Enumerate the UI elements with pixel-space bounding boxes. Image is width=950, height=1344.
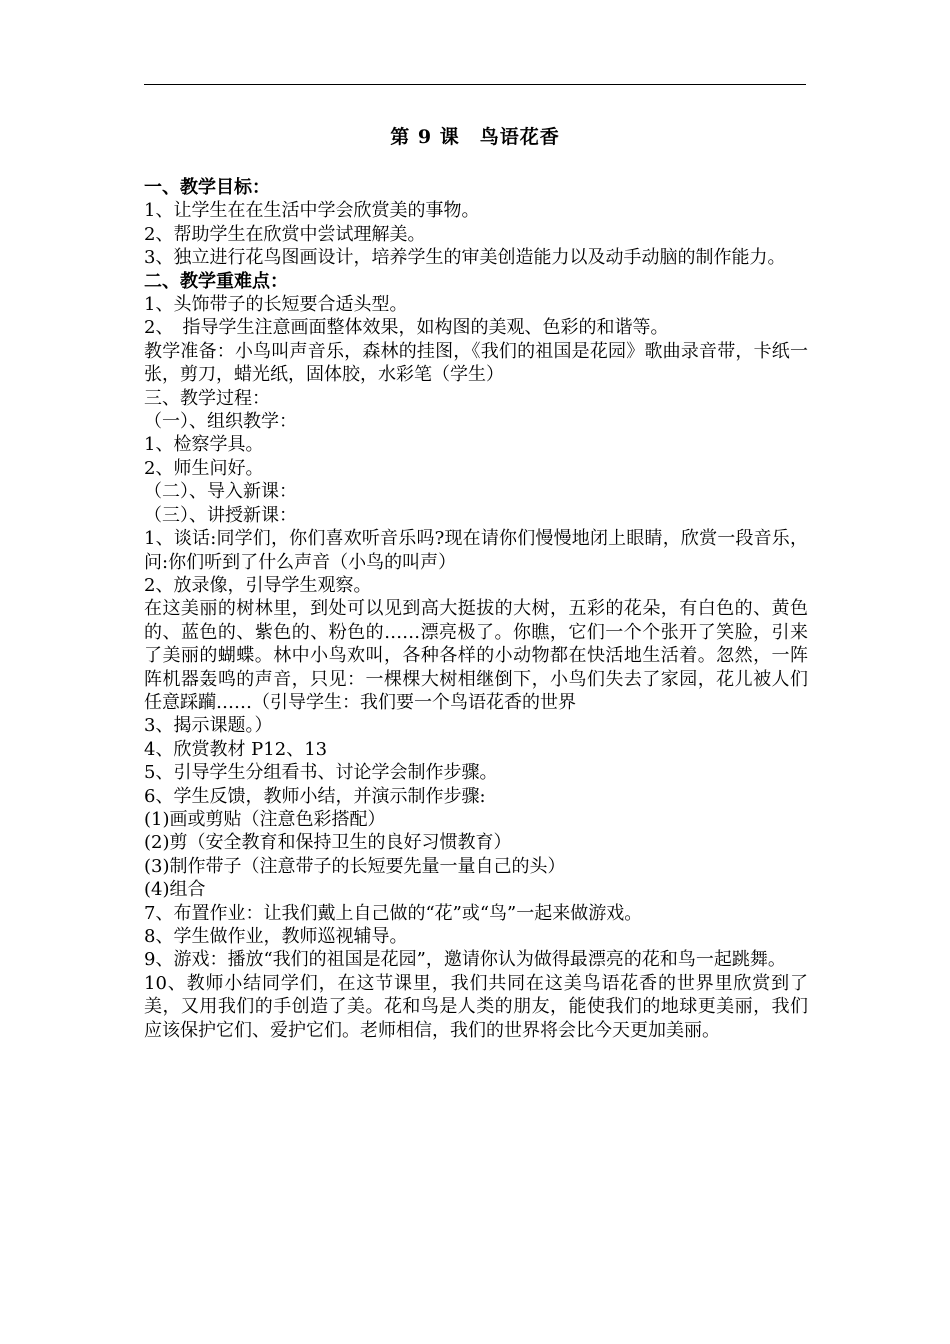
body-paragraph: (2)剪（安全教育和保持卫生的良好习惯教育） xyxy=(144,832,512,854)
body-paragraph: 1、让学生在在生活中学会欣赏美的事物。 xyxy=(144,200,480,222)
body-paragraph: 1、头饰带子的长短要合适头型。 xyxy=(144,294,408,316)
body-paragraph: 3、独立进行花鸟图画设计，培养学生的审美创造能力以及动手动脑的制作能力。 xyxy=(144,247,786,269)
body-paragraph: 5、引导学生分组看书、讨论学会制作步骤。 xyxy=(144,762,498,784)
document-title: 第 9 课 鸟语花香 xyxy=(390,126,560,148)
section-heading: 二、教学重难点： xyxy=(144,270,288,292)
body-paragraph: 4、欣赏教材 P12、13 xyxy=(144,738,328,760)
body-paragraph: （二）、导入新课： xyxy=(144,481,297,503)
header-rule xyxy=(144,84,806,85)
body-paragraph: 三、教学过程： xyxy=(144,387,270,409)
body-paragraph: 2、帮助学生在欣赏中尝试理解美。 xyxy=(144,223,426,245)
body-paragraph: 教学准备：小鸟叫声音乐，森林的挂图，《我们的祖国是花园》歌曲录音带，卡纸一张，剪刀，蜡光纸，固体胶，水彩笔（学生） xyxy=(144,340,808,386)
body-paragraph: 8、学生做作业，教师巡视辅导。 xyxy=(144,926,408,947)
body-paragraph: (1)画或剪贴（注意色彩搭配） xyxy=(144,808,386,830)
body-paragraph: 2、师生问好。 xyxy=(144,457,264,479)
body-paragraph: 1、检察学具。 xyxy=(144,434,264,456)
document-body xyxy=(144,176,808,1042)
body-paragraph: 9、游戏：播放“我们的祖国是花园”，邀请你认为做得最漂亮的花和鸟一起跳舞。 xyxy=(144,949,786,971)
body-paragraph: 2、 指导学生注意画面整体效果，如构图的美观、色彩的和谐等。 xyxy=(144,317,669,339)
body-paragraph: (4)组合 xyxy=(144,879,206,901)
body-paragraph: 7、布置作业：让我们戴上自己做的“花”或“鸟”一起来做游戏。 xyxy=(144,902,643,924)
body-paragraph: 10、教师小结同学们，在这节课里，我们共同在这美鸟语花香的世界里欣赏到了美，又用我们的手创造了美。花和鸟是人类的朋友，能使我们的地球更美丽，我们应该保护它们、爱护它们。老师相信，我们的世界将会比今天更加美丽。 xyxy=(144,972,808,1041)
body-paragraph: 6、学生反馈，教师小结，并演示制作步骤: xyxy=(144,785,486,807)
body-paragraph: 2、放录像，引导学生观察。 xyxy=(144,574,372,596)
body-paragraph: 3、揭示课题。） xyxy=(144,715,273,737)
body-paragraph: （三）、讲授新课： xyxy=(144,504,297,526)
body-paragraph: 1、谈话:同学们，你们喜欢听音乐吗?现在请你们慢慢地闭上眼睛，欣赏一段音乐，问:你们听到了什么声音（小鸟的叫声） xyxy=(144,528,808,573)
section-heading: 一、教学目标： xyxy=(144,177,270,198)
body-paragraph: （一）、组织教学： xyxy=(144,411,297,433)
body-paragraph: 在这美丽的树林里，到处可以见到高大挺拔的大树，五彩的花朵，有白色的、黄色的、蓝色的、紫色的、粉色的……漂亮极了。你瞧，它们一个个张开了笑脸，引来了美丽的蝴蝶。林中小鸟欢叫，各种各样的小动物都在快活地生活着。忽然，一阵阵机器轰鸣的声音，只见：一棵棵大树相继倒下，小鸟们失去了家园，花儿被人们任意踩躏……（引导学生：我们要一个鸟语花香的世界 xyxy=(144,598,808,713)
body-paragraph: (3)制作带子（注意带子的长短要先量一量自己的头） xyxy=(144,855,566,877)
